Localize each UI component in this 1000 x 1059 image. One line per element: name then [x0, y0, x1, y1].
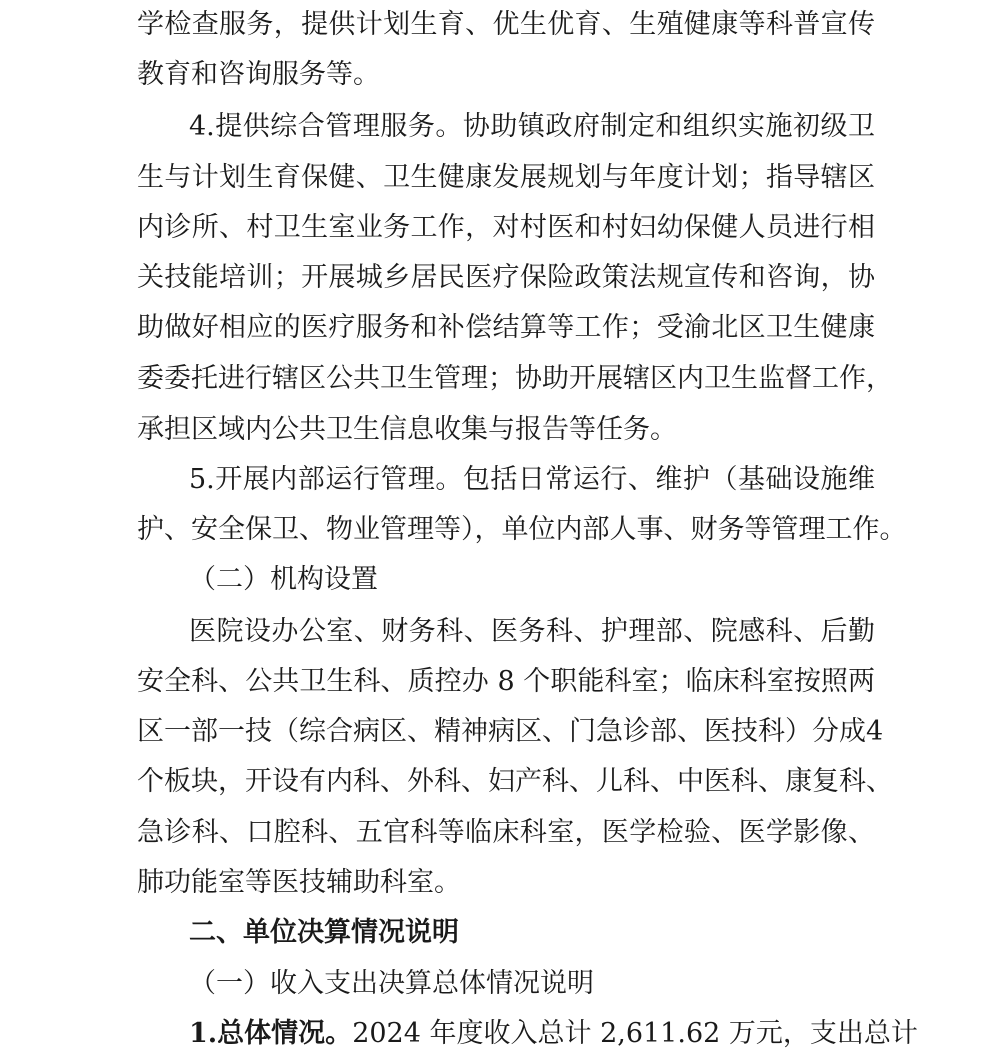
paragraph-line: 区一部一技（综合病区、精神病区、门急诊部、医技科）分成4	[137, 716, 884, 747]
paragraph-line: 助做好相应的医疗服务和补偿结算等工作；受渝北区卫生健康	[137, 312, 875, 343]
paragraph-line: 4.提供综合管理服务。协助镇政府制定和组织实施初级卫	[189, 111, 875, 142]
paragraph-line: 教育和咨询服务等。	[137, 59, 380, 90]
paragraph-line: 内诊所、村卫生室业务工作，对村医和村妇幼保健人员进行相	[137, 212, 875, 243]
summary-label: 1.总体情况。	[189, 1018, 353, 1049]
summary-line	[189, 1009, 918, 1059]
section-heading: 二、单位决算情况说明	[189, 917, 459, 948]
paragraph-line: 急诊科、口腔科、五官科等临床科室，医学检验、医学影像、	[137, 817, 875, 848]
paragraph-line: 安全科、公共卫生科、质控办 8 个职能科室；临床科室按照两	[137, 666, 875, 697]
paragraph-line: 个板块，开设有内科、外科、妇产科、儿科、中医科、康复科、	[137, 766, 893, 797]
paragraph-line: 生与计划生育保健、卫生健康发展规划与年度计划；指导辖区	[137, 162, 875, 193]
paragraph-line: 护、安全保卫、物业管理等），单位内部人事、财务等管理工作。	[137, 514, 907, 545]
paragraph-line: 医院设办公室、财务科、医务科、护理部、院感科、后勤	[189, 616, 875, 647]
section-subheading: （一）收入支出决算总体情况说明	[189, 968, 594, 999]
paragraph-line: 承担区域内公共卫生信息收集与报告等任务。	[137, 414, 677, 445]
paragraph-line: 5.开展内部运行管理。包括日常运行、维护（基础设施维	[189, 464, 875, 495]
paragraph-line: 学检查服务，提供计划生育、优生优育、生殖健康等科普宣传	[137, 9, 875, 40]
paragraph-line: 关技能培训；开展城乡居民医疗保险政策法规宣传和咨询，协	[137, 262, 875, 293]
paragraph-line: 肺功能室等医技辅助科室。	[137, 867, 461, 898]
summary-text: 2024 年度收入总计 2,611.62 万元，支出总计	[352, 1018, 918, 1049]
paragraph-line: 委委托进行辖区公共卫生管理；协助开展辖区内卫生监督工作，	[137, 363, 893, 394]
section-subheading: （二）机构设置	[189, 564, 378, 595]
